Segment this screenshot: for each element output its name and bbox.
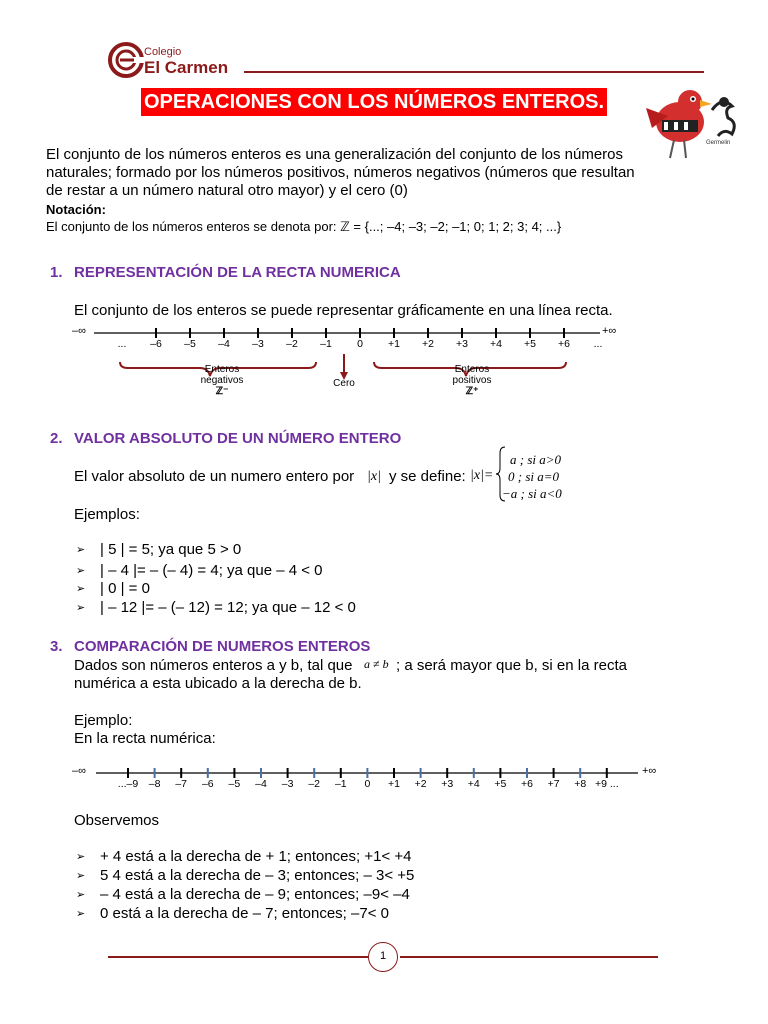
number-line-tick-label: +9 ... <box>594 778 619 790</box>
example-label: Ejemplo: <box>74 712 133 729</box>
number-line-tick-label: –1 <box>334 778 347 790</box>
positives-label-1: Enteros <box>454 364 490 375</box>
number-line-tick-label: +1 <box>388 338 400 350</box>
number-line-1 <box>72 322 632 412</box>
number-line-tick-label: –8 <box>148 778 161 790</box>
comparison-text-1-after: ; a será mayor que b, si en la recta <box>396 657 627 674</box>
number-line-2 <box>72 762 672 798</box>
number-line-tick-label: –1 <box>320 338 332 350</box>
number-line-tick-label: +6 <box>521 778 533 790</box>
number-line-tick-label: +8 <box>574 778 587 790</box>
school-small-label: Colegio <box>144 46 182 58</box>
observe-label: Observemos <box>74 812 160 829</box>
number-line-1-graphic <box>72 322 632 412</box>
bullet-arrow-icon: ➢ <box>76 870 86 882</box>
case-positive: a ; si a>0 <box>510 452 562 467</box>
abs-def-text-after: y se define: <box>389 468 466 485</box>
page-title: OPERACIONES CON LOS NÚMEROS ENTEROS. <box>141 88 607 116</box>
section-1-number: 1. <box>50 264 63 281</box>
number-line-tick-label: +1 <box>388 778 400 790</box>
section-2-heading: VALOR ABSOLUTO DE UN NÚMERO ENTERO <box>74 430 402 447</box>
comparison-condition: a ≠ b <box>364 657 389 671</box>
school-name: El Carmen <box>144 58 229 77</box>
intro-line-3: de restar a un número natural otro mayor) y el cero (0) <box>46 182 408 199</box>
number-line-tick-label: –4 <box>218 338 230 350</box>
intro-line-1: El conjunto de los números enteros es una generalización del conjunto de los números <box>46 146 624 163</box>
number-line-tick-label: –2 <box>308 778 321 790</box>
number-line-tick-label: –6 <box>201 778 214 790</box>
footer-rule-left <box>108 956 368 958</box>
bullet-arrow-icon: ➢ <box>76 583 86 595</box>
number-line-tick-label: 0 <box>357 338 363 350</box>
number-line-tick-label: –4 <box>255 778 267 790</box>
number-line-tick-label: ...–9 <box>117 778 139 790</box>
school-logo-icon <box>108 40 144 80</box>
section-3-number: 3. <box>50 638 63 655</box>
bullet-arrow-icon: ➢ <box>76 908 86 920</box>
plus-infinity-label: +∞ <box>642 765 657 777</box>
section-1-heading: REPRESENTACIÓN DE LA RECTA NUMERICA <box>74 264 401 281</box>
notation-text: El conjunto de los números enteros se denota por: ℤ = {...; –4; –3; –2; –1; 0; 1; 2; 3; 4; ...} <box>46 219 562 234</box>
zero-label: Cero <box>333 378 355 389</box>
negatives-symbol: ℤ⁻ <box>215 386 229 397</box>
plus-infinity-label: +∞ <box>602 325 617 337</box>
number-line-tick-label: ... <box>117 338 127 350</box>
minus-infinity-label: –∞ <box>72 325 86 337</box>
intro-line-2: naturales; formado por los números positivos, números negativos (números que resultan <box>46 164 635 181</box>
section-3-heading: COMPARACIÓN DE NUMEROS ENTEROS <box>74 638 371 655</box>
negatives-label-1: Enteros <box>204 364 240 375</box>
bullet-arrow-icon: ➢ <box>76 889 86 901</box>
examples-label: Ejemplos: <box>74 506 140 523</box>
number-line-tick-label: +3 <box>456 338 468 350</box>
number-line-tick-label: –5 <box>184 338 196 350</box>
bird-icon <box>628 80 748 170</box>
comparison-text-2: numérica a esta ubicado a la derecha de b. <box>74 675 362 692</box>
bullet-arrow-icon: ➢ <box>76 851 86 863</box>
notation-label: Notación: <box>46 202 106 217</box>
number-line-tick-label: –2 <box>286 338 298 350</box>
number-line-tick-label: +5 <box>494 778 507 790</box>
footer-rule-right <box>400 956 658 958</box>
section-1-text: El conjunto de los enteros se puede representar gráficamente en una línea recta. <box>74 302 613 319</box>
abs-def-lhs: |x|= <box>470 468 494 483</box>
number-line-tick-label: +7 <box>547 778 560 790</box>
number-line-tick-label: +2 <box>414 778 427 790</box>
number-line-tick-label: +4 <box>467 778 480 790</box>
number-line-tick-label: –5 <box>228 778 241 790</box>
number-line-tick-label: +4 <box>490 338 502 350</box>
mascot-caption: Germelin <box>706 140 731 146</box>
number-line-tick-label: ... <box>593 338 603 350</box>
bullet-arrow-icon: ➢ <box>76 565 86 577</box>
comparison-text-1-before: Dados son números enteros a y b, tal que <box>74 657 353 674</box>
positives-label-2: positivos <box>452 375 492 386</box>
number-line-tick-label: –7 <box>175 778 188 790</box>
number-line-tick-label: –3 <box>281 778 294 790</box>
case-zero: 0 ; si a=0 <box>508 469 560 484</box>
section-2-number: 2. <box>50 430 63 447</box>
number-line-label: En la recta numérica: <box>74 730 216 747</box>
school-logo <box>108 40 238 84</box>
mascot-bird <box>628 80 748 170</box>
number-line-tick-label: +3 <box>441 778 454 790</box>
header-rule <box>244 71 704 73</box>
number-line-tick-label: –6 <box>150 338 162 350</box>
number-line-tick-label: –3 <box>252 338 264 350</box>
abs-def-text-before: El valor absoluto de un numero entero por <box>74 468 355 485</box>
minus-infinity-label: –∞ <box>72 765 86 777</box>
number-line-tick-label: 0 <box>364 778 371 790</box>
number-line-tick-label: +2 <box>422 338 434 350</box>
number-line-tick-label: +6 <box>558 338 570 350</box>
number-line-tick-label: +5 <box>524 338 536 350</box>
negatives-label-2: negativos <box>200 375 244 386</box>
abs-def-x: |x| <box>367 469 381 484</box>
bullet-arrow-icon: ➢ <box>76 602 86 614</box>
case-negative: −a ; si a<0 <box>502 486 562 501</box>
bullet-arrow-icon: ➢ <box>76 544 86 556</box>
page-number: 1 <box>379 950 387 962</box>
positives-symbol: ℤ⁺ <box>465 386 479 397</box>
page-number-badge <box>368 942 398 972</box>
